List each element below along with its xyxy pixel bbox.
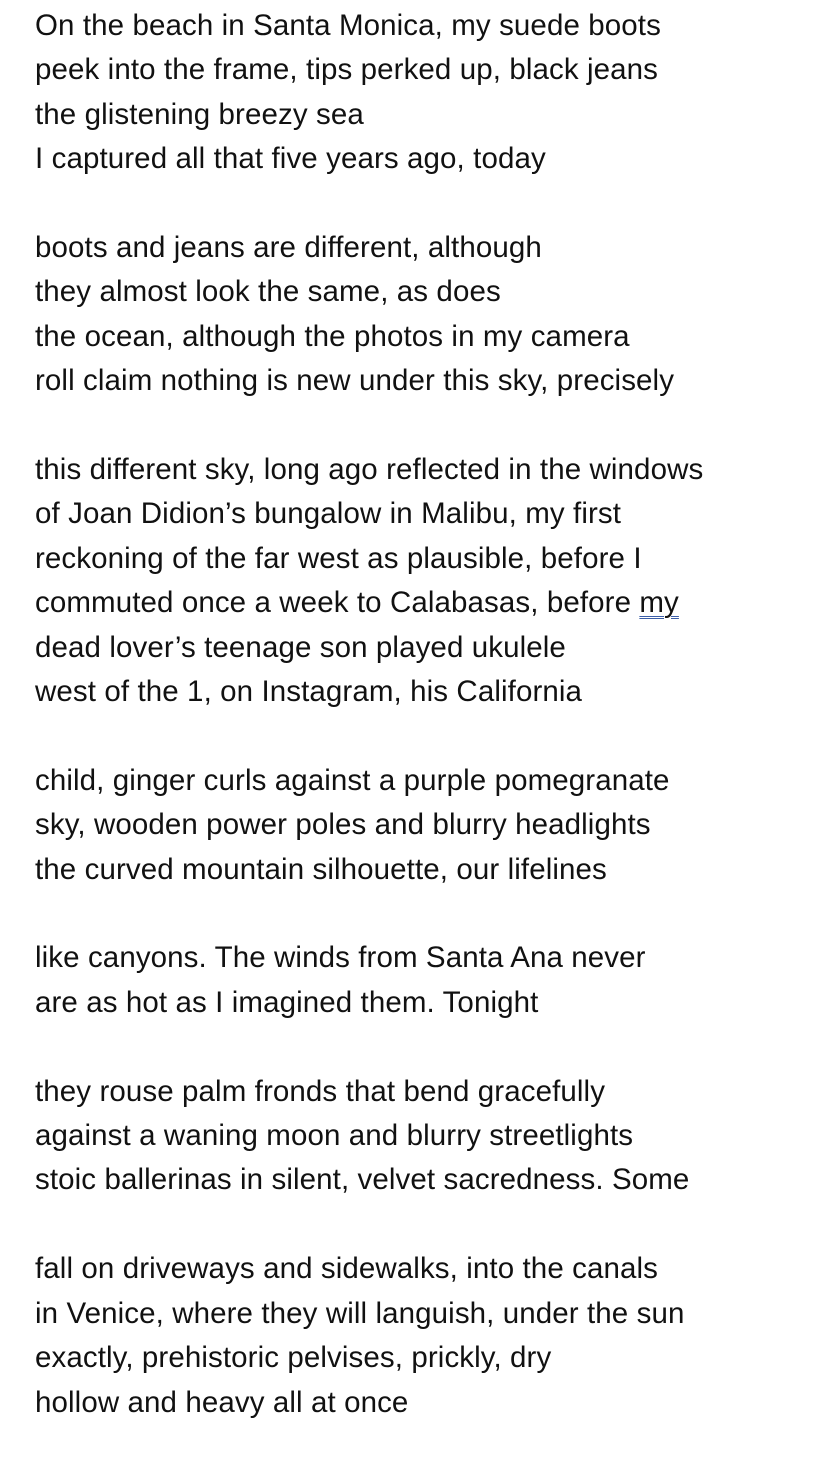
- poem-line: sky, wooden power poles and blurry headlights: [35, 808, 651, 842]
- poem-line: they rouse palm fronds that bend gracefully: [35, 1074, 606, 1108]
- stanza-6: [35, 1070, 815, 1203]
- poem-line: this different sky, long ago reflected in the windows: [35, 453, 704, 487]
- poem-line: stoic ballerinas in silent, velvet sacredness. Some: [35, 1163, 690, 1197]
- stanza-5: [35, 936, 815, 1025]
- poem-line: child, ginger curls against a purple pomegranate: [35, 763, 670, 797]
- poem-body: [35, 4, 815, 1469]
- stanza-7: [35, 1247, 815, 1425]
- poem-line: in Venice, where they will languish, under the sun: [35, 1296, 685, 1330]
- poem-line: west of the 1, on Instagram, his California: [35, 675, 583, 709]
- grammar-flagged-word[interactable]: my: [639, 586, 679, 620]
- poem-line: of Joan Didion’s bungalow in Malibu, my first: [35, 497, 622, 531]
- poem-line: the glistening breezy sea: [35, 97, 364, 131]
- poem-line: reckoning of the far west as plausible, before I: [35, 541, 642, 575]
- poem-line: against a waning moon and blurry streetlights: [35, 1119, 634, 1153]
- poem-line: hollow and heavy all at once: [35, 1385, 409, 1419]
- poem-line: the curved mountain silhouette, our lifelines: [35, 852, 607, 886]
- stanza-4: [35, 759, 815, 892]
- poem-line: are as hot as I imagined them. Tonight: [35, 985, 539, 1019]
- poem-line-text: commuted once a week to Calabasas, before: [35, 586, 640, 620]
- stanza-2: [35, 226, 815, 404]
- poem-line: dead lover’s teenage son played ukulele: [35, 630, 566, 664]
- poem-line-with-flag: [35, 581, 815, 625]
- stanza-1: [35, 4, 815, 182]
- poem-line: fall on driveways and sidewalks, into the canals: [35, 1252, 658, 1286]
- poem-line: they almost look the same, as does: [35, 275, 501, 309]
- poem-line: boots and jeans are different, although: [35, 231, 542, 265]
- stanza-3: [35, 448, 815, 714]
- poem-line: On the beach in Santa Monica, my suede boots: [35, 9, 661, 42]
- poem-line: roll claim nothing is new under this sky, precisely: [35, 364, 675, 398]
- poem-line: exactly, prehistoric pelvises, prickly, dry: [35, 1341, 552, 1375]
- poem-line: I captured all that five years ago, today: [35, 142, 546, 176]
- poem-line: peek into the frame, tips perked up, black jeans: [35, 53, 659, 87]
- poem-line: like canyons. The winds from Santa Ana never: [35, 941, 646, 975]
- poem-line: the ocean, although the photos in my camera: [35, 319, 630, 353]
